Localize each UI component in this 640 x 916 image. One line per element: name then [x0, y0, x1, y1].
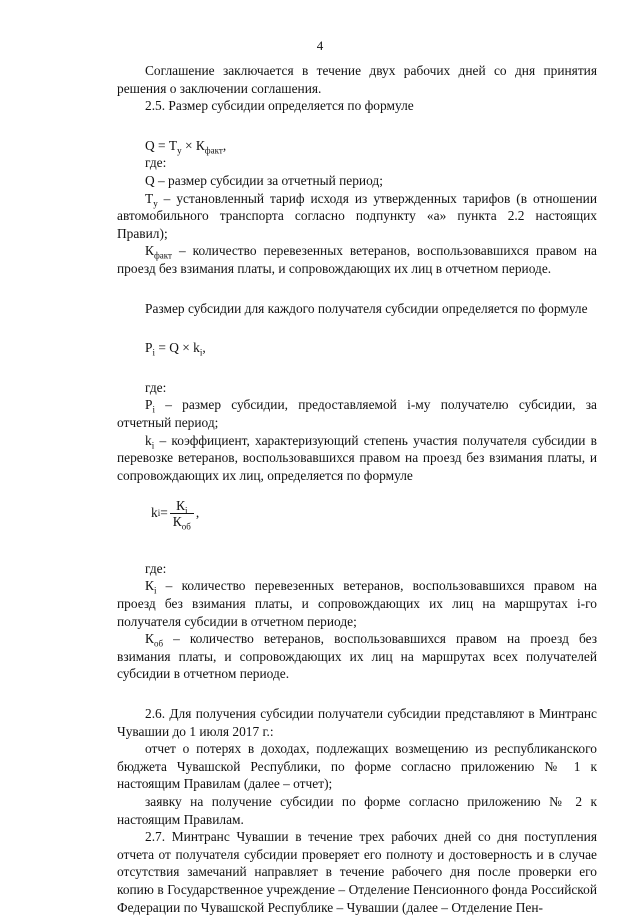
definition-pi: $P_i$ – размер субсидии, предоставляемой i-му получателю субсидии, за отчетный период;	[117, 397, 597, 430]
where-label-1: где:	[145, 155, 167, 171]
definition-ki: $k_i$ – коэффициент, характеризующий степень участия получателя субсидии в перевозке ветеранов, воспользовавшихся правом на проезд без взимания платы, и сопровождающих их лиц, определяется по формуле	[117, 432, 597, 483]
paragraph-2-6-application: заявку на получение субсидии по форме согласно приложению № 2 к настоящим Правилам.	[117, 794, 597, 827]
definition-kfact: $К_{факт}$ – количество перевезенных ветеранов, воспользовавшихся правом на проезд без взимания платы, и сопровождающих их лиц в отчетном периоде.	[117, 243, 597, 276]
paragraph-each-recipient: Размер субсидии для каждого получателя субсидии определяется по формуле	[145, 300, 588, 316]
definition-q: Q – размер субсидии за отчетный период;	[145, 172, 383, 188]
paragraph-2-6: 2.6. Для получения субсидии получатели субсидии представляют в Минтранс Чувашии до 1 июля 2017 г.:	[117, 706, 597, 739]
fraction-numerator: $К_i$	[170, 498, 194, 514]
where-label-2: где:	[145, 379, 167, 395]
definition-Kob: $К_{об}$ – количество ветеранов, воспользовавшихся правом на проезд без взимания платы, и сопровождающих их лиц на маршрутах всех получателей субсидии в отчетном периоде.	[117, 631, 597, 682]
formula-pi: $P_i = Q \times k_i$,	[145, 340, 206, 358]
fraction-denominator: $К_{об}$	[172, 513, 191, 532]
formula-q: $Q = Т_у \times К_{факт}$,	[145, 137, 227, 156]
formula-ki: k i = $\frac{К_i}{К_{об}}$ ,	[151, 497, 200, 532]
paragraph-2-5: 2.5. Размер субсидии определяется по формуле	[145, 98, 414, 114]
page-number: 4	[316, 38, 324, 53]
paragraph-2-7: 2.7. Минтранс Чувашии в течение трех рабочих дней со дня поступления отчета от получателя субсидии проверяет его полноту и достоверность и в случае отсутствия замечаний направляет в течение рабочего дня после проверки его копию в Государственное учреждение – Отделение Пенсионного фонда Российской Федерации по Чувашской Республике – Чувашии (далее – Отделение Пен-	[117, 829, 597, 915]
paragraph-agreement: Соглашение заключается в течение двух рабочих дней со дня принятия решения о заключении соглашения.	[117, 63, 597, 96]
definition-ty: $Т_у$ – установленный тариф исходя из утвержденных тарифов (в отношении автомобильного транспорта согласно подпункту «а» пункта 2.2 настоящих Правил);	[117, 190, 597, 241]
where-label-3: где:	[145, 560, 167, 576]
paragraph-2-6-report: отчет о потерях в доходах, подлежащих возмещению из республиканского бюджета Чувашской Республики, по форме согласно приложению № 1 к настоящим Правилам (далее – отчет);	[117, 741, 597, 792]
document-body	[117, 62, 597, 916]
definition-Ki: $К_i$ – количество перевезенных ветеранов, воспользовавшихся правом на проезд без взимания платы, и сопровождающих их лиц на маршрутах i-го получателя субсидии в отчетном периоде;	[117, 578, 597, 629]
fraction	[170, 497, 194, 532]
